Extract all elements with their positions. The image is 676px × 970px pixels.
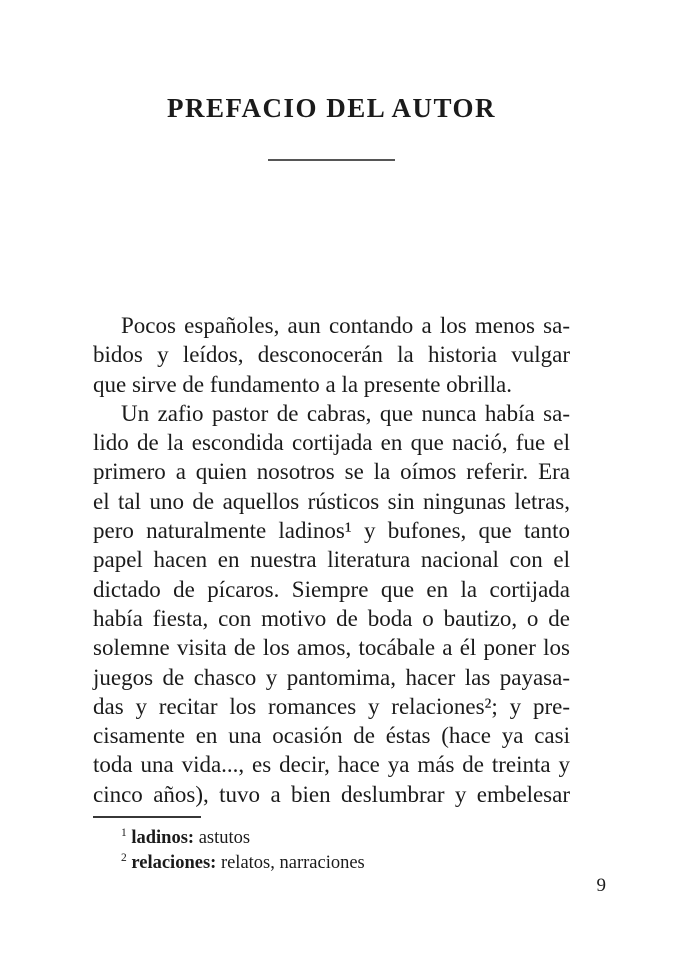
page-title: PREFACIO DEL AUTOR (166, 93, 497, 123)
body-line: bidos y leídos, desconocerán la historia vulgar (93, 342, 570, 368)
page-number: 9 (596, 875, 606, 896)
body-line: había fiesta, con motivo de boda o bautizo, o de (93, 605, 570, 631)
body-line: solemne visita de los amos, tocábale a él poner los (93, 635, 570, 661)
body-line: juegos de chasco y pantomima, hacer las payasa- (93, 664, 570, 690)
body-line: primero a quien nosotros se la oímos referir. Era (93, 459, 570, 485)
footnote (121, 851, 570, 876)
footnote-term: relaciones: (131, 853, 217, 874)
body-line: pero naturalmente ladinos¹ y bufones, que tanto (93, 518, 570, 544)
body-line: toda una vida..., es decir, hace ya más de treinta y (93, 752, 570, 778)
footnotes (93, 826, 570, 876)
body-line: das y recitar los romances y relaciones²; y pre- (93, 693, 570, 719)
title-divider (268, 159, 395, 161)
footnote-term: ladinos: (131, 828, 195, 849)
footnote-marker: 2 (121, 851, 127, 864)
body-line: papel hacen en nuestra literatura nacional con el (93, 547, 570, 573)
footnote-definition: relatos, narraciones (220, 853, 365, 874)
body-line: cisamente en una ocasión de éstas (hace ya casi (93, 723, 570, 749)
body-line: Un zafio pastor de cabras, que nunca había sa- (121, 400, 570, 426)
footnote-definition: astutos (198, 828, 251, 849)
footnote (121, 826, 570, 851)
body-text (93, 311, 570, 809)
body-line: el tal uno de aquellos rústicos sin ningunas letras, (93, 488, 570, 514)
body-line: Pocos españoles, aun contando a los menos sa- (121, 313, 570, 338)
footnote-marker: 1 (121, 826, 127, 839)
footnote-divider (93, 816, 201, 818)
body-line: que sirve de fundamento a la presente obrilla. (93, 371, 512, 397)
body-line: dictado de pícaros. Siempre que en la cortijada (93, 576, 570, 602)
body-line: lido de la escondida cortijada en que nació, fue el (93, 430, 570, 456)
body-line: cinco años), tuvo a bien deslumbrar y embelesar (93, 781, 570, 807)
